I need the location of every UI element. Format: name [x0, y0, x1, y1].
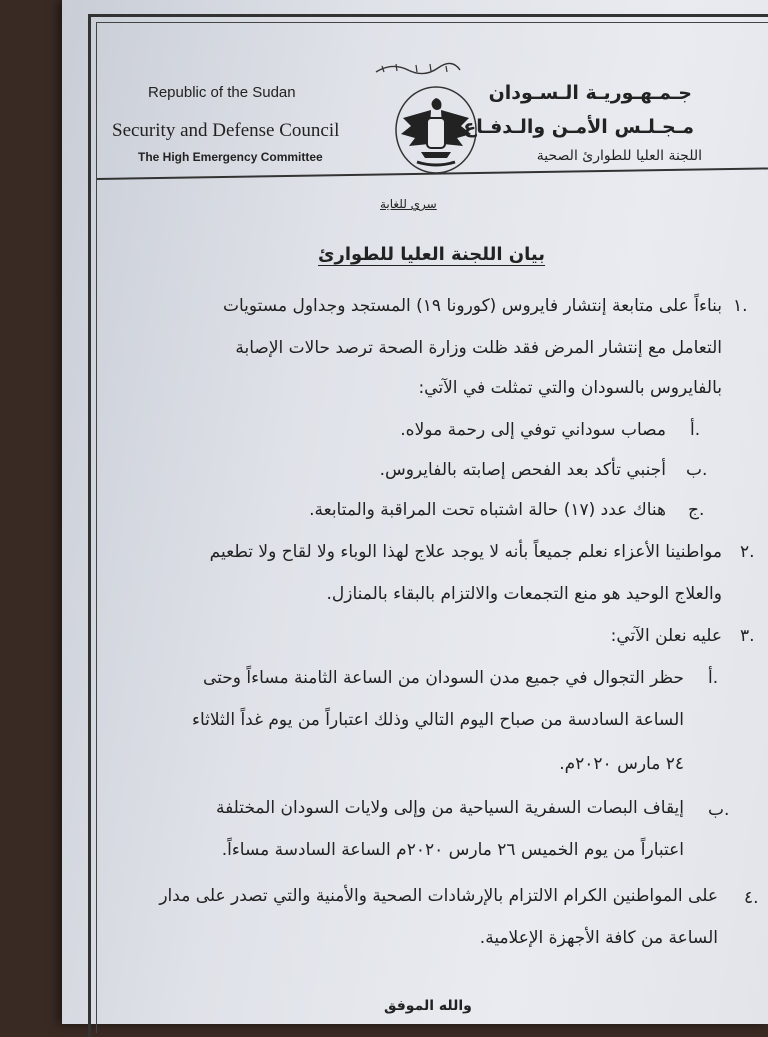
item-number: ٣.	[740, 626, 755, 646]
item-text-line: بالفايروس بالسودان والتي تمثلت في الآتي:	[418, 378, 722, 398]
basmala-icon	[372, 58, 464, 78]
item-number: ٤.	[744, 888, 759, 908]
closing-text: والله الموفق	[384, 998, 472, 1014]
header-en-country: Republic of the Sudan	[148, 84, 296, 101]
subitem-number: أ.	[708, 668, 719, 688]
item-text-line: على المواطنين الكرام الالتزام بالإرشادات الصحية والأمنية والتي تصدر على مدار	[159, 886, 718, 906]
item-number: ٢.	[740, 542, 755, 562]
document-title: بيان اللجنة العليا للطوارئ	[318, 244, 546, 265]
subitem-number: ج.	[688, 500, 705, 520]
subitem-text-line: ٢٤ مارس ٢٠٢٠م.	[559, 754, 684, 774]
subitem-number: ب.	[708, 800, 730, 820]
subitem-text: أجنبي تأكد بعد الفحص إصابته بالفايروس.	[379, 460, 666, 480]
item-number: ١.	[733, 296, 748, 316]
item-text-line: الساعة من كافة الأجهزة الإعلامية.	[479, 928, 718, 948]
header-ar-country: جـمـهـوريـة الـسـودان	[488, 82, 692, 104]
subitem-number: ب.	[686, 460, 708, 480]
item-text-line: بناءاً على متابعة إنتشار فايروس (كورونا ١٩) المستجد وجداول مستويات	[222, 296, 722, 316]
classification-stamp: سري للغاية	[380, 197, 437, 211]
header-ar-council: مـجـلـس الأمـن والـدفـاع	[463, 116, 694, 138]
item-text-line: عليه نعلن الآتي:	[610, 626, 722, 646]
item-text-line: مواطنينا الأعزاء نعلم جميعاً بأنه لا يوجد علاج لهذا الوباء ولا لقاح ولا تطعيم	[209, 542, 722, 562]
header-en-council: Security and Defense Council	[112, 120, 340, 141]
subitem-text-line: اعتباراً من يوم الخميس ٢٦ مارس ٢٠٢٠م الساعة السادسة مساءاً.	[221, 840, 684, 860]
subitem-text: مصاب سوداني توفي إلى رحمة مولاه.	[400, 420, 666, 440]
item-text-line: التعامل مع إنتشار المرض فقد ظلت وزارة الصحة ترصد حالات الإصابة	[235, 338, 722, 358]
subitem-text-line: الساعة السادسة من صباح اليوم التالي وذلك اعتباراً من يوم غداً الثلاثاء	[191, 710, 684, 730]
subitem-number: أ.	[690, 420, 701, 440]
header-ar-committee: اللجنة العليا للطوارئ الصحية	[536, 148, 702, 164]
subitem-text-line: إيقاف البصات السفرية السياحية من وإلى ولايات السودان المختلفة	[215, 798, 684, 818]
header-en-committee: The High Emergency Committee	[138, 150, 323, 164]
subitem-text-line: حظر التجوال في جميع مدن السودان من الساعة الثامنة مساءاً وحتى	[203, 668, 684, 688]
subitem-text: هناك عدد (١٧) حالة اشتباه تحت المراقبة والمتابعة.	[309, 500, 666, 520]
item-text-line: والعلاج الوحيد هو منع التجمعات والالتزام بالبقاء بالمنازل.	[326, 584, 722, 604]
